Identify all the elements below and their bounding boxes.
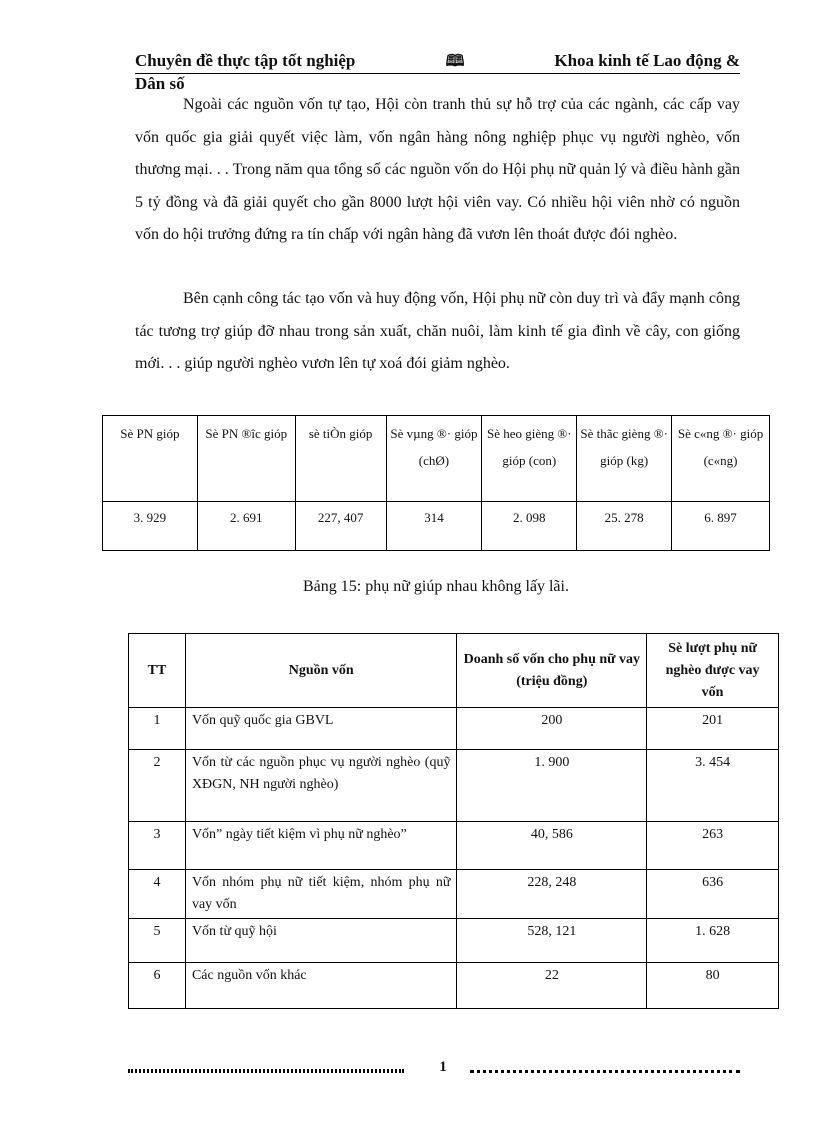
paragraph-2: [135, 283, 740, 381]
table-cell: 228, 248: [457, 870, 647, 919]
table-header-cell: Sè thãc gièng ®· gióp (kg): [577, 416, 672, 502]
table-header-row: [103, 416, 770, 502]
table-header-cell: TT: [129, 634, 186, 708]
table-cell: Vốn từ quỹ hội: [185, 919, 457, 963]
table-cell: 3. 929: [103, 502, 198, 551]
table-cell: 2. 098: [482, 502, 577, 551]
table-cell: 2: [129, 750, 186, 822]
page-number: 1: [439, 1059, 447, 1075]
table-cell: 314: [386, 502, 482, 551]
table-cell: 200: [457, 708, 647, 750]
mutual-help-table: [102, 415, 770, 551]
table-cell: 40, 586: [457, 822, 647, 870]
table-cell: 25. 278: [577, 502, 672, 551]
table-cell: 3: [129, 822, 186, 870]
table-row: [103, 502, 770, 551]
table-cell: Vốn nhóm phụ nữ tiết kiệm, nhóm phụ nữ vay vốn: [185, 870, 457, 919]
table-caption: Bảng 15: phụ nữ giúp nhau không lấy lãi.: [303, 578, 569, 595]
table-header-cell: Sè PN ®îc gióp: [197, 416, 295, 502]
table-cell: Vốn” ngày tiết kiệm vì phụ nữ nghèo”: [185, 822, 457, 870]
table-cell: 3. 454: [647, 750, 779, 822]
table-header-row: [129, 634, 779, 708]
table-header-cell: Nguồn vốn: [185, 634, 457, 708]
table-row: [129, 919, 779, 963]
page-header: [135, 50, 740, 94]
header-line: [135, 50, 740, 74]
table-header-cell: Sè PN gióp: [103, 416, 198, 502]
table-cell: 1: [129, 708, 186, 750]
footer-dotted-rule-left: [128, 1069, 404, 1073]
table-cell: 201: [647, 708, 779, 750]
table-row: [129, 750, 779, 822]
header-faculty: Khoa kinh tế Lao động &: [554, 51, 740, 70]
table-row: [129, 963, 779, 1009]
footer-dotted-rule-right: [470, 1070, 740, 1077]
paragraph-2-text: Bên cạnh công tác tạo vốn và huy động vốn, Hội phụ nữ còn duy trì và đẩy mạnh công tác tương trợ giúp đỡ nhau trong sản xuất, chăn nuôi, làm kinh tế gia đình về cây, con giống mới. . . giúp người nghèo vươn lên tự xoá đói giảm nghèo.: [135, 290, 740, 372]
paragraph-1: [135, 89, 740, 252]
table-cell: 4: [129, 870, 186, 919]
paragraph-1-text: Ngoài các nguồn vốn tự tạo, Hội còn tranh thủ sự hỗ trợ của các ngành, các cấp vay vốn quốc gia giải quyết việc làm, vốn ngân hàng nông nghiệp phục vụ người nghèo, vốn thương mại. . . Trong năm qua tổng số các nguồn vốn do Hội phụ nữ quản lý và điều hành gần 5 tỷ đồng và đã giải quyết cho gần 8000 lượt hội viên vay. Có nhiều hội viên nhờ có nguồn vốn do hội trưởng đứng ra tín chấp với ngân hàng đã vươn lên thoát được đói nghèo.: [135, 96, 740, 243]
table-cell: 22: [457, 963, 647, 1009]
table-row: [129, 822, 779, 870]
header-thesis-title: Chuyên đề thực tập tốt nghiệp: [135, 51, 356, 70]
table-cell: 2. 691: [197, 502, 295, 551]
table-cell: 6: [129, 963, 186, 1009]
table-header-cell: Doanh số vốn cho phụ nữ vay (triệu đồng): [457, 634, 647, 708]
table-row: [129, 870, 779, 919]
table-cell: 1. 900: [457, 750, 647, 822]
page-footer: [128, 1059, 740, 1083]
table-header-cell: Sè c«ng ®· gióp (c«ng): [672, 416, 770, 502]
table-cell: 636: [647, 870, 779, 919]
table-cell: 6. 897: [672, 502, 770, 551]
table-cell: Vốn quỹ quốc gia GBVL: [185, 708, 457, 750]
table-cell: 528, 121: [457, 919, 647, 963]
book-icon: 🕮: [445, 53, 465, 70]
table-cell: 5: [129, 919, 186, 963]
table-cell: 227, 407: [295, 502, 386, 551]
table-cell: Các nguồn vốn khác: [185, 963, 457, 1009]
table-cell: 1. 628: [647, 919, 779, 963]
table-cell: 80: [647, 963, 779, 1009]
table-header-cell: Sè lượt phụ nữ nghèo được vay vốn: [647, 634, 779, 708]
table-header-cell: Sè heo gièng ®· gióp (con): [482, 416, 577, 502]
header-faculty-continued: Dân số: [135, 74, 185, 93]
table-header-cell: sè tiÒn gióp: [295, 416, 386, 502]
table-header-cell: Sè vµng ®· gióp (chØ): [386, 416, 482, 502]
loan-sources-table: [128, 633, 779, 1009]
table-cell: 263: [647, 822, 779, 870]
table-cell: Vốn từ các nguồn phục vụ người nghèo (quỹ XĐGN, NH người nghèo): [185, 750, 457, 822]
table-row: [129, 708, 779, 750]
